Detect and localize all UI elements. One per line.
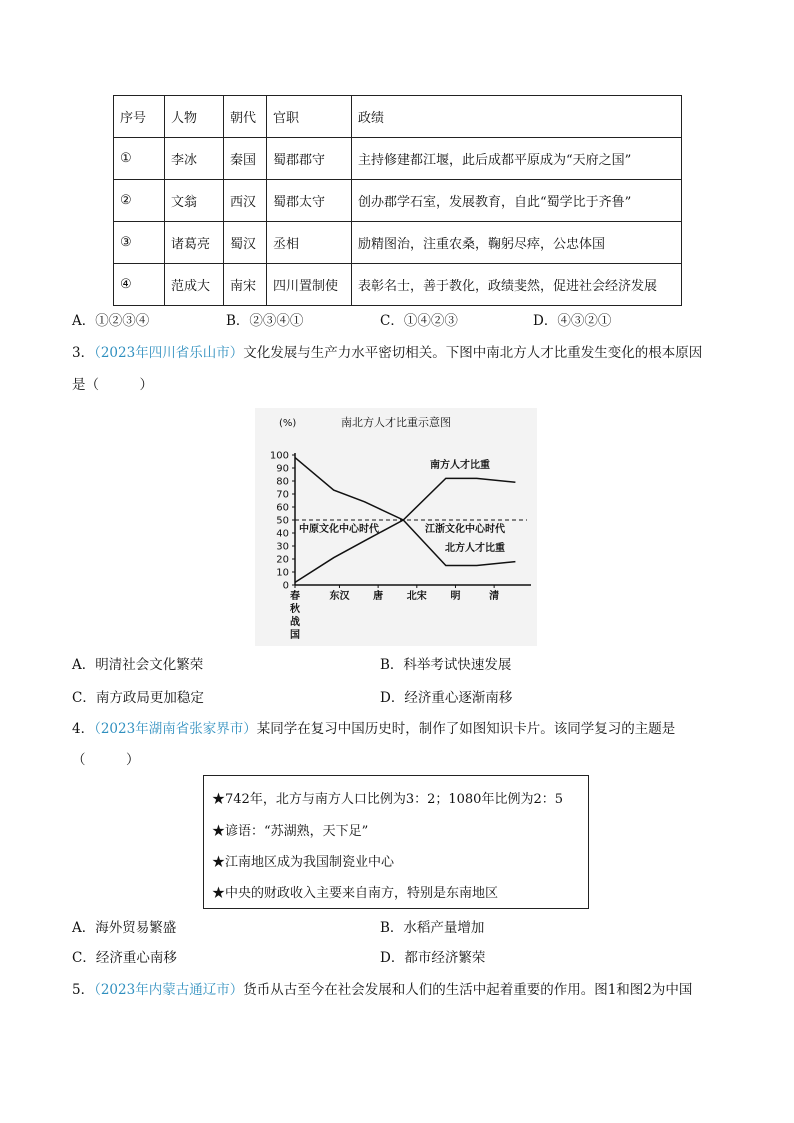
q4-option-c[interactable]: C．经济重心南移 — [72, 950, 177, 966]
q4-number: 4． — [72, 721, 95, 737]
q5-number: 5． — [72, 982, 95, 998]
table-row — [114, 222, 682, 264]
q3-source: （2023年四川省乐山市） — [94, 345, 244, 361]
q5-text: 货币从古至今在社会发展和人们的生活中起着重要的作用。图1和图2为中国 — [243, 982, 693, 998]
card-line: ★742年，北方与南方人口比例为3：2；1080年比例为2：5 — [212, 792, 563, 807]
x-tick-label: 唐 — [373, 591, 384, 602]
y-tick-label: 90 — [276, 463, 289, 475]
q2-option-c[interactable]: C．①④②③ — [380, 313, 458, 329]
y-tick-label: 50 — [276, 515, 289, 527]
q3-stem-line2: 是（ ） — [72, 377, 153, 393]
y-tick-label: 60 — [276, 502, 289, 514]
q4-option-b[interactable]: B．水稻产量增加 — [380, 920, 485, 936]
x-tick-label: 战 — [290, 617, 300, 628]
q4-source: （2023年湖南省张家界市） — [94, 721, 257, 737]
q3-option-c[interactable]: C．南方政局更加稳定 — [72, 690, 204, 706]
table-cell: 表彰名士，善于教化，政绩斐然，促进社会经济发展 — [352, 264, 682, 306]
table-cell: 西汉 — [224, 180, 267, 222]
q5-stem-line1 — [72, 980, 692, 1000]
table-row — [114, 180, 682, 222]
q3-option-a[interactable]: A．明清社会文化繁荣 — [72, 657, 204, 673]
q5-source: （2023年内蒙古通辽市） — [94, 982, 244, 998]
table-cell: 丞相 — [267, 222, 352, 264]
header-cell: 人物 — [165, 96, 224, 138]
q4-stem-line1 — [72, 719, 675, 739]
table-cell: 蜀郡太守 — [267, 180, 352, 222]
annotation-central-plains: 中原文化中心时代 — [299, 524, 379, 535]
header-cell: 官职 — [267, 96, 352, 138]
annotation-jiangzhe: 江浙文化中心时代 — [425, 524, 505, 535]
q2-option-d[interactable]: D．④③②① — [533, 313, 612, 329]
y-tick-label: 100 — [269, 450, 289, 462]
table-cell: 秦国 — [224, 138, 267, 180]
x-tick-label: 明 — [450, 591, 461, 602]
x-tick-label: 东汉 — [329, 591, 350, 602]
header-cell: 序号 — [114, 96, 165, 138]
table-cell: ② — [114, 180, 165, 222]
table-cell: ④ — [114, 264, 165, 306]
north-series-label: 北方人才比重 — [445, 543, 505, 555]
q3-option-d[interactable]: D．经济重心逐渐南移 — [380, 690, 513, 706]
y-tick-label: 0 — [282, 580, 289, 592]
table-cell: 四川置制使 — [267, 264, 352, 306]
x-tick-label: 清 — [489, 591, 500, 602]
table-cell: 蜀郡郡守 — [267, 138, 352, 180]
q4-stem-line2: （ ） — [72, 752, 140, 768]
chart-title: 南北方人才比重示意图 — [341, 416, 451, 429]
table-cell: 主持修建都江堰，此后成都平原成为“天府之国” — [352, 138, 682, 180]
y-tick-label: 30 — [276, 541, 289, 553]
x-tick-label: 春 — [290, 591, 300, 602]
knowledge-card — [203, 775, 589, 909]
talent-ratio-chart — [255, 408, 537, 646]
table-row — [114, 138, 682, 180]
card-line: ★江南地区成为我国制瓷业中心 — [212, 855, 395, 870]
y-tick-label: 10 — [276, 567, 289, 579]
q4-text: 某同学在复习中国历史时，制作了如图知识卡片。该同学复习的主题是 — [256, 721, 676, 737]
table-cell: ① — [114, 138, 165, 180]
y-tick-label: 20 — [276, 554, 289, 566]
card-line: ★谚语：“苏湖熟，天下足” — [212, 824, 369, 839]
header-cell: 朝代 — [224, 96, 267, 138]
q3-stem-line1 — [72, 343, 702, 363]
table-cell: 创办郡学石室，发展教育，自此“蜀学比于齐鲁” — [352, 180, 682, 222]
table-header-row — [114, 96, 682, 138]
q3-number: 3． — [72, 345, 95, 361]
y-tick-label: 40 — [276, 528, 289, 540]
q3-text: 文化发展与生产力水平密切相关。下图中南北方人才比重发生变化的根本原因 — [243, 345, 703, 361]
y-axis-label: (%) — [279, 418, 297, 429]
card-line: ★中央的财政收入主要来自南方，特别是东南地区 — [212, 886, 499, 901]
south-series-label: 南方人才比重 — [430, 460, 490, 471]
table-cell: 范成大 — [165, 264, 224, 306]
table-cell: 李冰 — [165, 138, 224, 180]
q4-option-a[interactable]: A．海外贸易繁盛 — [72, 920, 177, 936]
table-cell: 蜀汉 — [224, 222, 267, 264]
table-cell: 文翁 — [165, 180, 224, 222]
table-cell: 南宋 — [224, 264, 267, 306]
table-cell: 诸葛亮 — [165, 222, 224, 264]
q2-option-b[interactable]: B．②③④① — [226, 313, 304, 329]
x-tick-label: 国 — [290, 630, 300, 641]
officials-table — [113, 95, 682, 306]
y-tick-label: 70 — [276, 489, 289, 501]
q2-option-a[interactable]: A．①②③④ — [72, 313, 150, 329]
table-cell: ③ — [114, 222, 165, 264]
y-tick-label: 80 — [276, 476, 289, 488]
q4-option-d[interactable]: D．都市经济繁荣 — [380, 950, 486, 966]
q3-option-b[interactable]: B．科举考试快速发展 — [380, 657, 512, 673]
header-cell: 政绩 — [352, 96, 682, 138]
x-tick-label: 北宋 — [406, 591, 427, 602]
chart-svg — [255, 408, 537, 646]
table-cell: 励精图治，注重农桑，鞠躬尽瘁，公忠体国 — [352, 222, 682, 264]
x-tick-label: 秋 — [290, 604, 300, 615]
table-row — [114, 264, 682, 306]
